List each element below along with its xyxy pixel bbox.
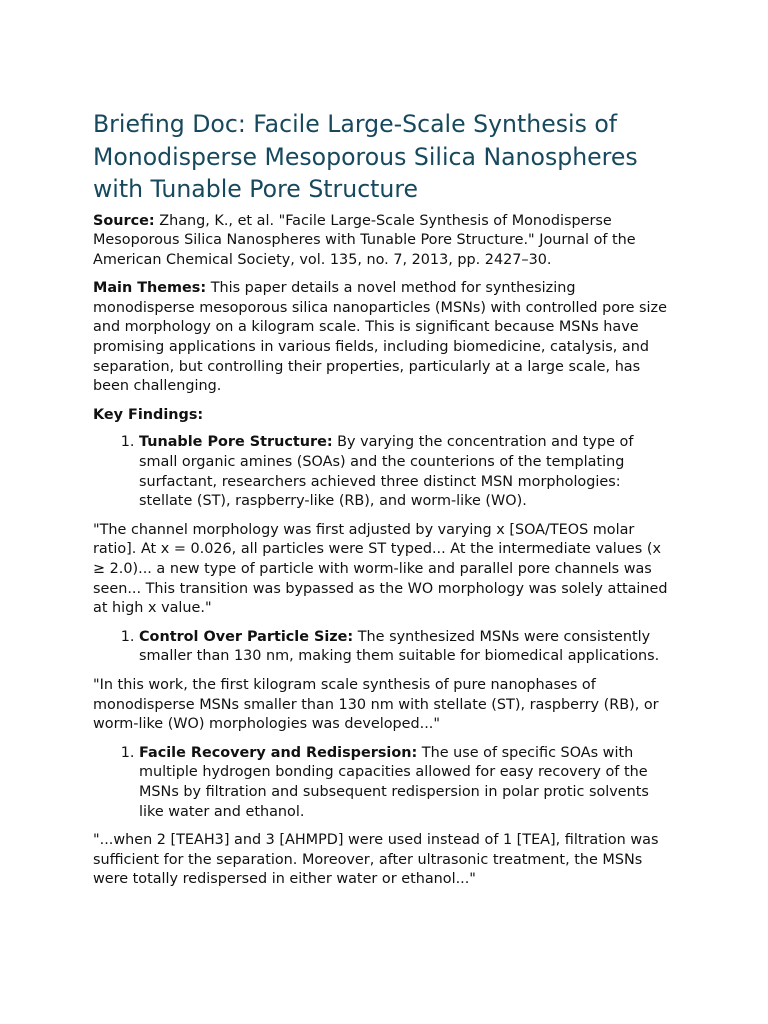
source-text: Zhang, K., et al. "Facile Large-Scale Synthesis of Monodisperse Mesoporous Silica Nanospheres with Tunable Pore Structure." Journal of the American Chemical Society, vol. 135, no. 7, 2013, pp. 2427–30. [93,212,636,268]
finding-quote-1: "The channel morphology was first adjusted by varying x [SOA/TEOS molar ratio]. At x = 0.026, all particles were ST typed... At the intermediate values (x ≥ 2.0)... a new type of particle with worm-like and parallel pore channels was seen... This transition was bypassed as the WO morphology was solely attained at high x value." [93,521,668,617]
main-themes-paragraph [93,279,675,397]
finding-label: Control Over Particle Size: [139,628,354,645]
finding-label: Tunable Pore Structure: [139,434,333,451]
finding-item-recovery-redispersion [139,744,675,822]
finding-list-1 [93,433,675,511]
finding-quote-3: "...when 2 [TEAH3] and 3 [AHMPD] were used instead of 1 [TEA], filtration was sufficient for the separation. Moreover, after ultrasonic treatment, the MSNs were totally redispersed in either water or ethanol..." [93,832,659,888]
finding-quote-2: "In this work, the first kilogram scale synthesis of pure nanophases of monodisperse MSNs smaller than 130 nm with stellate (ST), raspberry (RB), or worm-like (WO) morphologies was developed..." [93,676,659,733]
source-label: Source: [93,212,155,229]
finding-list-3 [93,744,675,822]
finding-text: By varying the concentration and type of small organic amines (SOAs) and the counterions of the templating surfactant, researchers achieved three distinct MSN morphologies: stellate (ST), raspberry-like (RB), and worm-like (WO). [139,434,634,510]
finding-list-2 [93,628,675,667]
main-themes-label: Main Themes: [93,280,207,297]
finding-text: The use of specific SOAs with multiple hydrogen bonding capacities allowed for easy recovery of the MSNs by filtration and subsequent redispersion in polar protic solvents like water and ethanol. [139,744,649,820]
source-paragraph [93,212,675,271]
finding-label: Facile Recovery and Redispersion: [139,744,418,761]
finding-item-particle-size [139,628,675,667]
document-title: Briefing Doc: Facile Large-Scale Synthesis of Monodisperse Mesoporous Silica Nanospheres with Tunable Pore Structure [93,110,638,203]
finding-item-tunable-pore-structure [139,433,675,511]
main-themes-text: This paper details a novel method for synthesizing monodisperse mesoporous silica nanoparticles (MSNs) with controlled pore size and morphology on a kilogram scale. This is significant because MSNs have promising applications in various fields, including biomedicine, catalysis, and separation, but controlling their properties, particularly at a large scale, has been challenging. [93,280,667,395]
finding-text: The synthesized MSNs were consistently smaller than 130 nm, making them suitable for biomedical applications. [139,628,660,665]
key-findings-heading: Key Findings: [93,406,204,423]
